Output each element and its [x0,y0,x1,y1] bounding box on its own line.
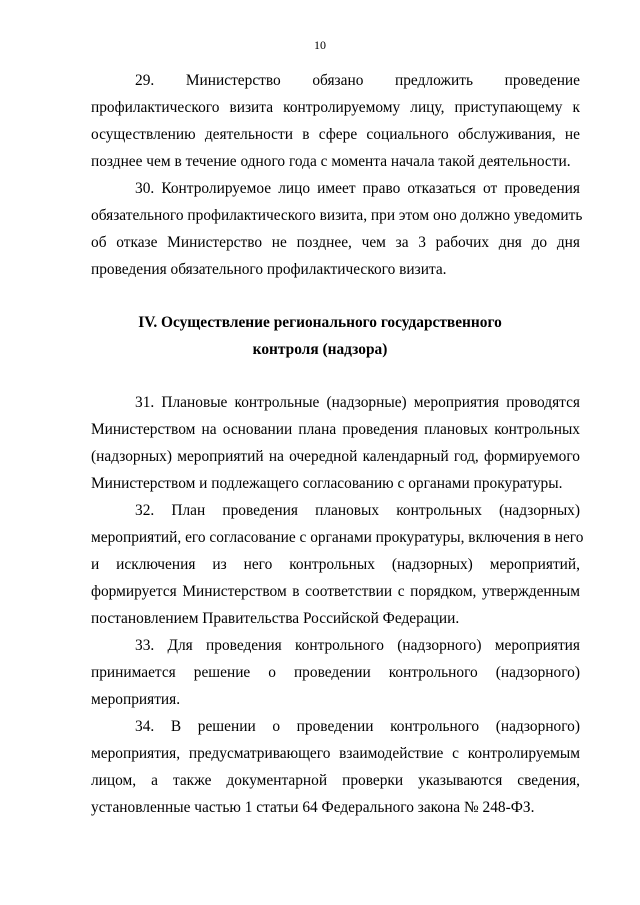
paragraph-33-line-1: 33. Для проведения контрольного (надзорного) мероприятия [135,637,580,654]
paragraph-32-line-2: мероприятий, его согласование с органами прокуратуры, включения в него [91,529,584,546]
paragraph-29-line-4: позднее чем в течение одного года с момента начала такой деятельности. [91,153,571,170]
page-number: 10 [314,38,326,52]
paragraph-31-line-4: Министерством и подлежащего согласованию с органами прокуратуры. [91,475,563,492]
paragraph-32-line-1: 32. План проведения плановых контрольных (надзорных) [135,502,580,519]
section-heading-line-1: IV. Осуществление регионального государственного [138,314,502,331]
paragraph-34-line-4: установленные частью 1 статьи 64 Федерального закона № 248-ФЗ. [91,799,535,816]
paragraph-30-line-2: обязательного профилактического визита, при этом оно должно уведомить [91,207,583,224]
paragraph-29-line-2: профилактического визита контролируемому лицу, приступающему к [91,99,580,116]
paragraph-31-line-2: Министерством на основании плана проведения плановых контрольных [91,421,580,438]
paragraph-30-line-4: проведения обязательного профилактического визита. [91,261,447,278]
paragraph-34-line-3: лицом, а также документарной проверки указываются сведения, [91,772,580,789]
paragraph-29-line-3: осуществлению деятельности в сфере социального обслуживания, не [91,126,580,143]
paragraph-32-line-3: и исключения из него контрольных (надзорных) мероприятий, [91,556,580,573]
paragraph-31-line-3: (надзорных) мероприятий на очередной календарный год, формируемого [91,448,580,465]
paragraph-33-line-3: мероприятия. [91,691,181,708]
paragraph-34-line-1: 34. В решении о проведении контрольного (надзорного) [135,718,580,735]
paragraph-32-line-5: постановлением Правительства Российской Федерации. [91,610,460,627]
paragraph-30-line-3: об отказе Министерство не позднее, чем за 3 рабочих дня до дня [91,234,580,251]
paragraph-31-line-1: 31. Плановые контрольные (надзорные) мероприятия проводятся [135,394,580,411]
paragraph-32-line-4: формируется Министерством в соответствии с порядком, утвержденным [91,583,580,600]
paragraph-29-line-1: 29. Министерство обязано предложить проведение [135,72,580,89]
paragraph-30-line-1: 30. Контролируемое лицо имеет право отказаться от проведения [135,180,580,197]
paragraph-34-line-2: мероприятия, предусматривающего взаимодействие с контролируемым [91,745,580,762]
paragraph-33-line-2: принимается решение о проведении контрольного (надзорного) [91,664,580,681]
section-heading-line-2: контроля (надзора) [252,341,388,358]
